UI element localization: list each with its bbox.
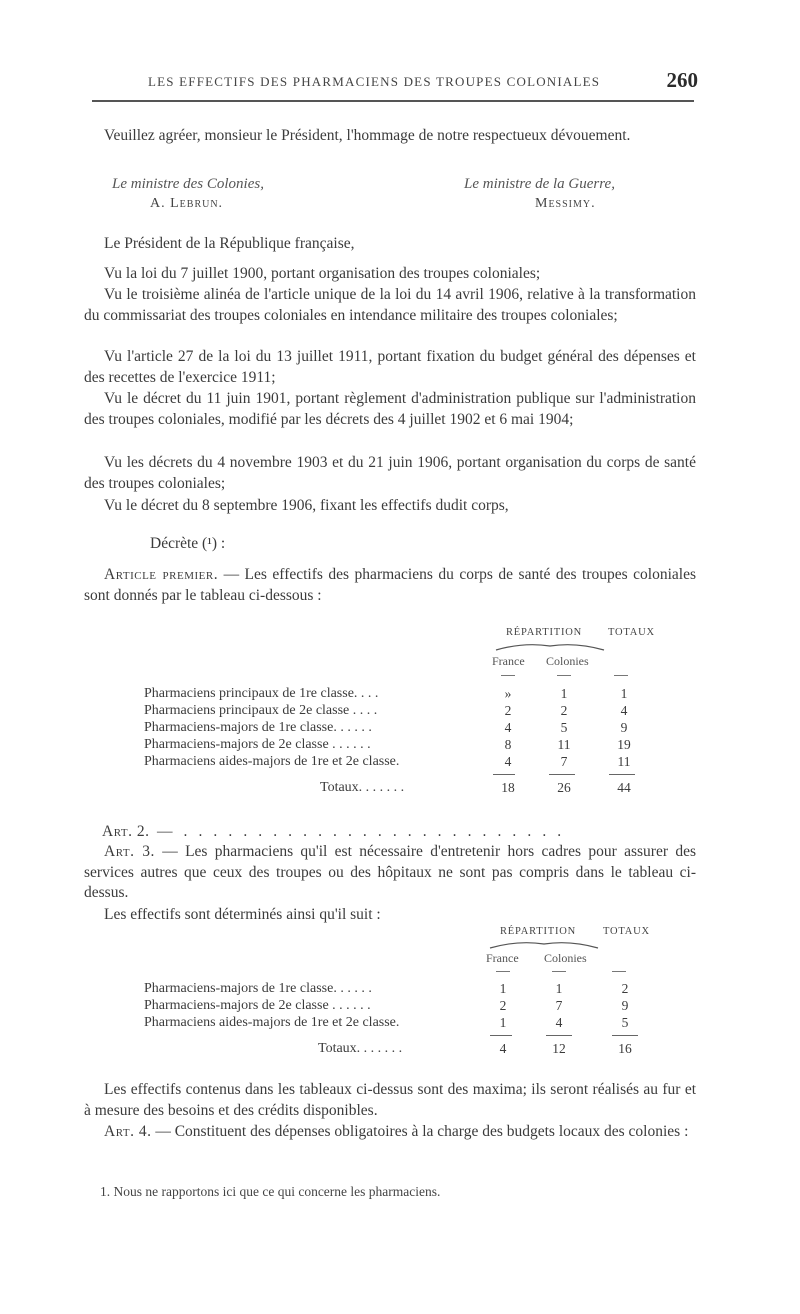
table-2-cell-total: 9 [621, 998, 629, 1013]
article-2 [102, 822, 702, 843]
table-2-sum-rule [612, 1035, 638, 1036]
considerant-5: Vu les décrets du 4 novembre 1903 et du 21 juin 1906, portant organisation du corps de santé des troupes coloniales; [84, 454, 696, 492]
article-3-label: Art. 3. [104, 843, 155, 860]
table-1-total-colonies: 26 [557, 780, 571, 795]
article-4 [84, 1122, 696, 1143]
article-4-text: — Constituent des dépenses obligatoires à la charge des budgets locaux des colonies : [151, 1123, 689, 1140]
table-2-cell-total: 2 [621, 981, 629, 996]
table-2-sum-rule [490, 1035, 512, 1036]
table-2-dash [552, 971, 566, 972]
table-1-cell-total: 19 [617, 737, 631, 752]
table-2-total-header: TOTAUX [603, 926, 650, 937]
table-1-totals-label: Totaux. . . . . . . [320, 780, 405, 795]
table-1-total-header: TOTAUX [608, 627, 655, 638]
table-1-cell-colonies: 11 [557, 737, 571, 752]
article-1-text: — Les effectifs des pharmaciens du corps de santé des troupes coloniales sont donnés par le tableau ci-dessous : [84, 566, 696, 604]
considerant-3: Vu l'article 27 de la loi du 13 juillet 1911, portant fixation du budget général des dépenses et des recettes de l'exercice 1911; [84, 348, 696, 386]
table-2-brace [488, 938, 600, 952]
table-1-cell-total: 11 [617, 754, 631, 769]
table-2-total-grand: 16 [618, 1041, 632, 1056]
table-1-cell-total: 1 [620, 686, 628, 701]
table-2-sum-rule [546, 1035, 572, 1036]
article-2-text: — . . . . . . . . . . . . . . . . . . . . . . . . . . [149, 823, 565, 840]
table-2-group-header: RÉPARTITION [500, 926, 577, 937]
table-1-dash [614, 675, 628, 676]
signature-left-name: A. Lebrun. [150, 196, 224, 211]
table-1-row-label: Pharmaciens principaux de 2e classe . . . . [144, 703, 378, 718]
table-2-row-label: Pharmaciens-majors de 2e classe . . . . . . [144, 998, 371, 1013]
table-1-dash [557, 675, 571, 676]
table-1-sum-rule [549, 774, 575, 775]
table-1-brace [494, 640, 606, 654]
running-header [108, 66, 698, 96]
table-1-cell-colonies: 2 [560, 703, 568, 718]
table-1-sum-rule [493, 774, 515, 775]
page-number: 260 [666, 68, 698, 92]
table-1-row-label: Pharmaciens principaux de 1re classe. . . . [144, 686, 379, 701]
considerant-4: Vu le décret du 11 juin 1901, portant règlement d'administration publique sur l'administration des troupes coloniales, modifié par les décrets des 4 juillet 1902 et 6 mai 1904; [84, 390, 696, 428]
signature-left-title: Le ministre des Colonies, [112, 176, 264, 192]
considerant-1: Vu la loi du 7 juillet 1900, portant organisation des troupes coloniales; [104, 265, 541, 282]
table-2-col-colonies: Colonies [544, 951, 587, 965]
table-1-total-grand: 44 [617, 780, 631, 795]
article-3-continued: Les effectifs sont déterminés ainsi qu'il suit : [104, 906, 381, 923]
table-2-total-france: 4 [499, 1041, 507, 1056]
table-1-col-france: France [492, 654, 525, 668]
signature-right-title: Le ministre de la Guerre, [464, 176, 615, 192]
table-1-cell-france: 4 [504, 720, 512, 735]
table-2-row-label: Pharmaciens aides-majors de 1re et 2e classe. [144, 1015, 400, 1030]
table-2-dash [496, 971, 510, 972]
closing-paragraph: Les effectifs contenus dans les tableaux ci-dessus sont des maxima; ils seront réalisés au fur et à mesure des besoins et des crédits disponibles. [84, 1081, 696, 1119]
table-2-total-colonies: 12 [552, 1041, 566, 1056]
decrete-line: Décrète (¹) : [150, 535, 226, 552]
footnote: 1. Nous ne rapportons ici que ce qui concerne les pharmaciens. [100, 1184, 441, 1199]
table-2-cell-france: 1 [499, 1015, 507, 1030]
article-1-label: Article premier. [104, 566, 219, 583]
table-1-total-france: 18 [501, 780, 515, 795]
article-2-label: Art. 2. [102, 823, 150, 840]
article-4-label: Art. 4. [104, 1123, 152, 1140]
table-1-cell-france: 2 [504, 703, 512, 718]
table-2-dash [612, 971, 626, 972]
table-1-row-label: Pharmaciens-majors de 1re classe. . . . . . [144, 720, 372, 735]
table-1-dash [501, 675, 515, 676]
table-1-col-colonies: Colonies [546, 654, 589, 668]
table-1-cell-colonies: 1 [560, 686, 568, 701]
table-1-cell-total: 9 [620, 720, 628, 735]
table-1-row-label: Pharmaciens aides-majors de 1re et 2e classe. [144, 754, 400, 769]
running-title: LES EFFECTIFS DES PHARMACIENS DES TROUPES COLONIALES [148, 74, 601, 89]
table-1-cell-colonies: 7 [560, 754, 568, 769]
table-2-cell-colonies: 7 [555, 998, 563, 1013]
signature-right-name: Messimy. [535, 196, 596, 211]
table-2-row-label: Pharmaciens-majors de 1re classe. . . . . . [144, 981, 372, 996]
table-1-cell-france: 4 [504, 754, 512, 769]
table-2-cell-france: 1 [499, 981, 507, 996]
considerant-2: Vu le troisième alinéa de l'article unique de la loi du 14 avril 1906, relative à la transformation du commissariat des troupes coloniales en intendance militaire des troupes coloniales; [84, 286, 696, 324]
article-3-text: — Les pharmaciens qu'il est nécessaire d'entretenir hors cadres pour assurer des services autres que ceux des troupes ou des hôpitaux ne sont pas compris dans le tableau ci-dessus. [84, 843, 696, 901]
table-1-cell-france: 8 [504, 737, 512, 752]
table-2-col-france: France [486, 951, 519, 965]
article-3 [84, 842, 696, 904]
intro-paragraph: Veuillez agréer, monsieur le Président, l'hommage de notre respectueux dévouement. [104, 127, 631, 144]
table-1-sum-rule [609, 774, 635, 775]
article-1 [84, 565, 696, 606]
table-1-row-label: Pharmaciens-majors de 2e classe . . . . . . [144, 737, 371, 752]
president-line: Le Président de la République française, [104, 235, 355, 252]
table-2-cell-total: 5 [621, 1015, 629, 1030]
table-1-cell-france: » [504, 686, 512, 701]
table-1-cell-colonies: 5 [560, 720, 568, 735]
table-2-cell-colonies: 1 [555, 981, 563, 996]
considerant-6: Vu le décret du 8 septembre 1906, fixant les effectifs dudit corps, [104, 497, 509, 514]
header-rule [92, 100, 694, 102]
table-2-cell-france: 2 [499, 998, 507, 1013]
table-2-totals-label: Totaux. . . . . . . [318, 1041, 403, 1056]
table-1-group-header: RÉPARTITION [506, 627, 583, 638]
table-2-cell-colonies: 4 [555, 1015, 563, 1030]
table-1-cell-total: 4 [620, 703, 628, 718]
